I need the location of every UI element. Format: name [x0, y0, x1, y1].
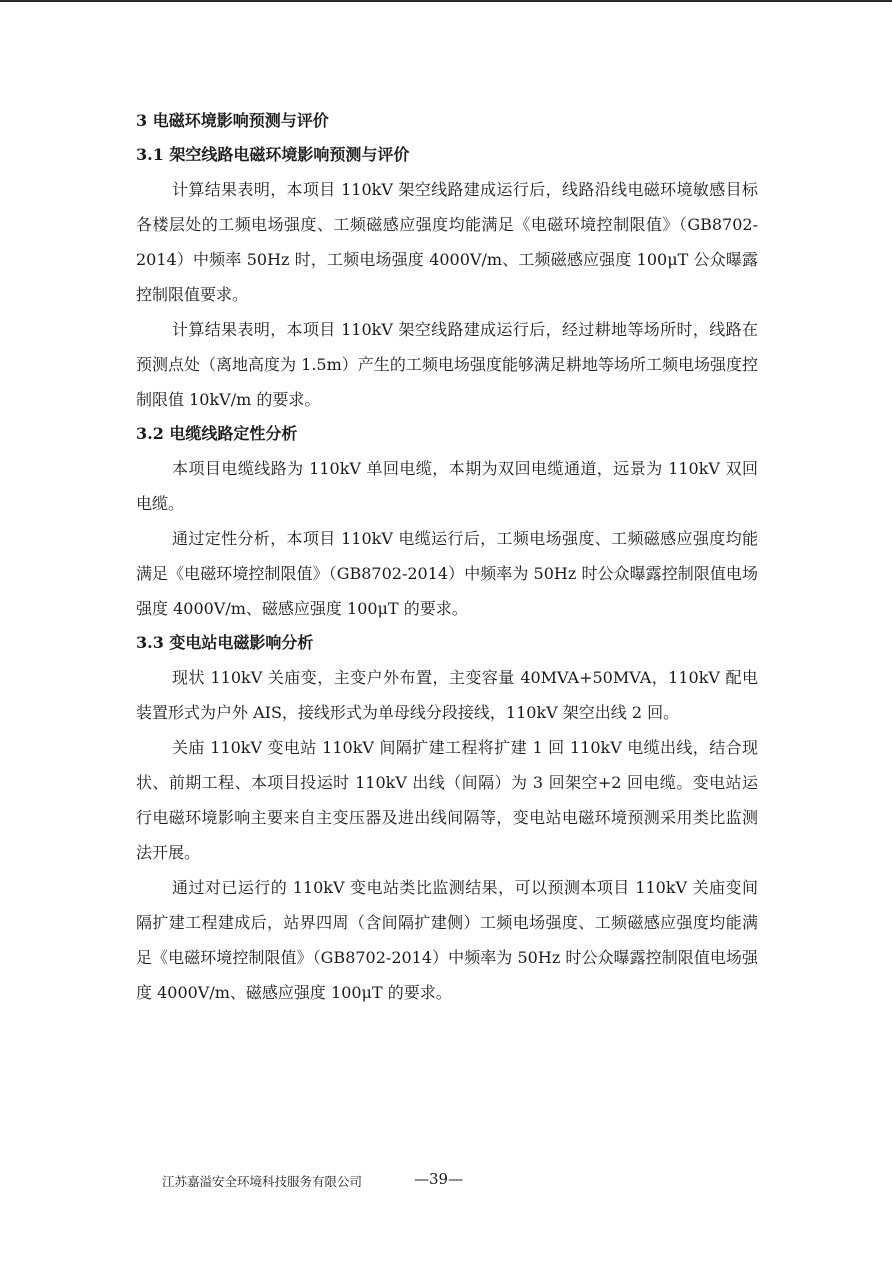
- subsection-3-2: [136, 417, 758, 626]
- subsection-title: 3.1 架空线路电磁环境影响预测与评价: [136, 145, 410, 164]
- top-border-line: [0, 0, 892, 2]
- paragraph: 本项目电缆线路为 110kV 单回电缆，本期为双回电缆通道，远景为 110kV 双回电缆。: [136, 459, 758, 513]
- paragraph: 通过对已运行的 110kV 变电站类比监测结果，可以预测本项目 110kV 关庙变间隔扩建工程建成后，站界四周（含间隔扩建侧）工频电场强度、工频磁感应强度均能满足《电磁环境控制限值》（GB8702-2014）中频率为 50Hz 时公众曝露控制限值电场强度 4000V/m、磁感应强度 100μT 的要求。: [136, 878, 758, 1002]
- page-footer: [0, 1172, 892, 1196]
- subsection-title: 3.2 电缆线路定性分析: [136, 424, 298, 443]
- subsection-3-1: [136, 138, 758, 417]
- paragraph: 通过定性分析，本项目 110kV 电缆运行后，工频电场强度、工频磁感应强度均能满足《电磁环境控制限值》（GB8702-2014）中频率为 50Hz 时公众曝露控制限值电场强度 4000V/m、磁感应强度 100μT 的要求。: [136, 529, 758, 618]
- paragraph: 计算结果表明，本项目 110kV 架空线路建成运行后，线路沿线电磁环境敏感目标各楼层处的工频电场强度、工频磁感应强度均能满足《电磁环境控制限值》（GB8702-2014）中频率 50Hz 时，工频电场强度 4000V/m、工频磁感应强度 100μT 公众曝露控制限值要求。: [136, 180, 758, 304]
- footer-company-name: 江苏嘉溢安全环境科技服务有限公司: [162, 1174, 363, 1189]
- paragraph: 现状 110kV 关庙变，主变户外布置，主变容量 40MVA+50MVA，110kV 配电装置形式为户外 AIS，接线形式为单母线分段接线，110kV 架空出线 2 回。: [136, 668, 758, 722]
- document-body: [136, 104, 758, 1010]
- paragraph: 计算结果表明，本项目 110kV 架空线路建成运行后，经过耕地等场所时，线路在预测点处（离地高度为 1.5m）产生的工频电场强度能够满足耕地等场所工频电场强度控制限值 10kV/m 的要求。: [136, 320, 758, 409]
- page-number: —39—: [414, 1170, 464, 1188]
- subsection-3-3: [136, 626, 758, 1010]
- paragraph: 关庙 110kV 变电站 110kV 间隔扩建工程将扩建 1 回 110kV 电缆出线，结合现状、前期工程、本项目投运时 110kV 出线（间隔）为 3 回架空+2 回电缆。变电站运行电磁环境影响主要来自主变压器及进出线间隔等，变电站电磁环境预测采用类比监测法开展。: [136, 738, 758, 862]
- subsection-title: 3.3 变电站电磁影响分析: [136, 633, 314, 652]
- section-title: 3 电磁环境影响预测与评价: [136, 111, 329, 130]
